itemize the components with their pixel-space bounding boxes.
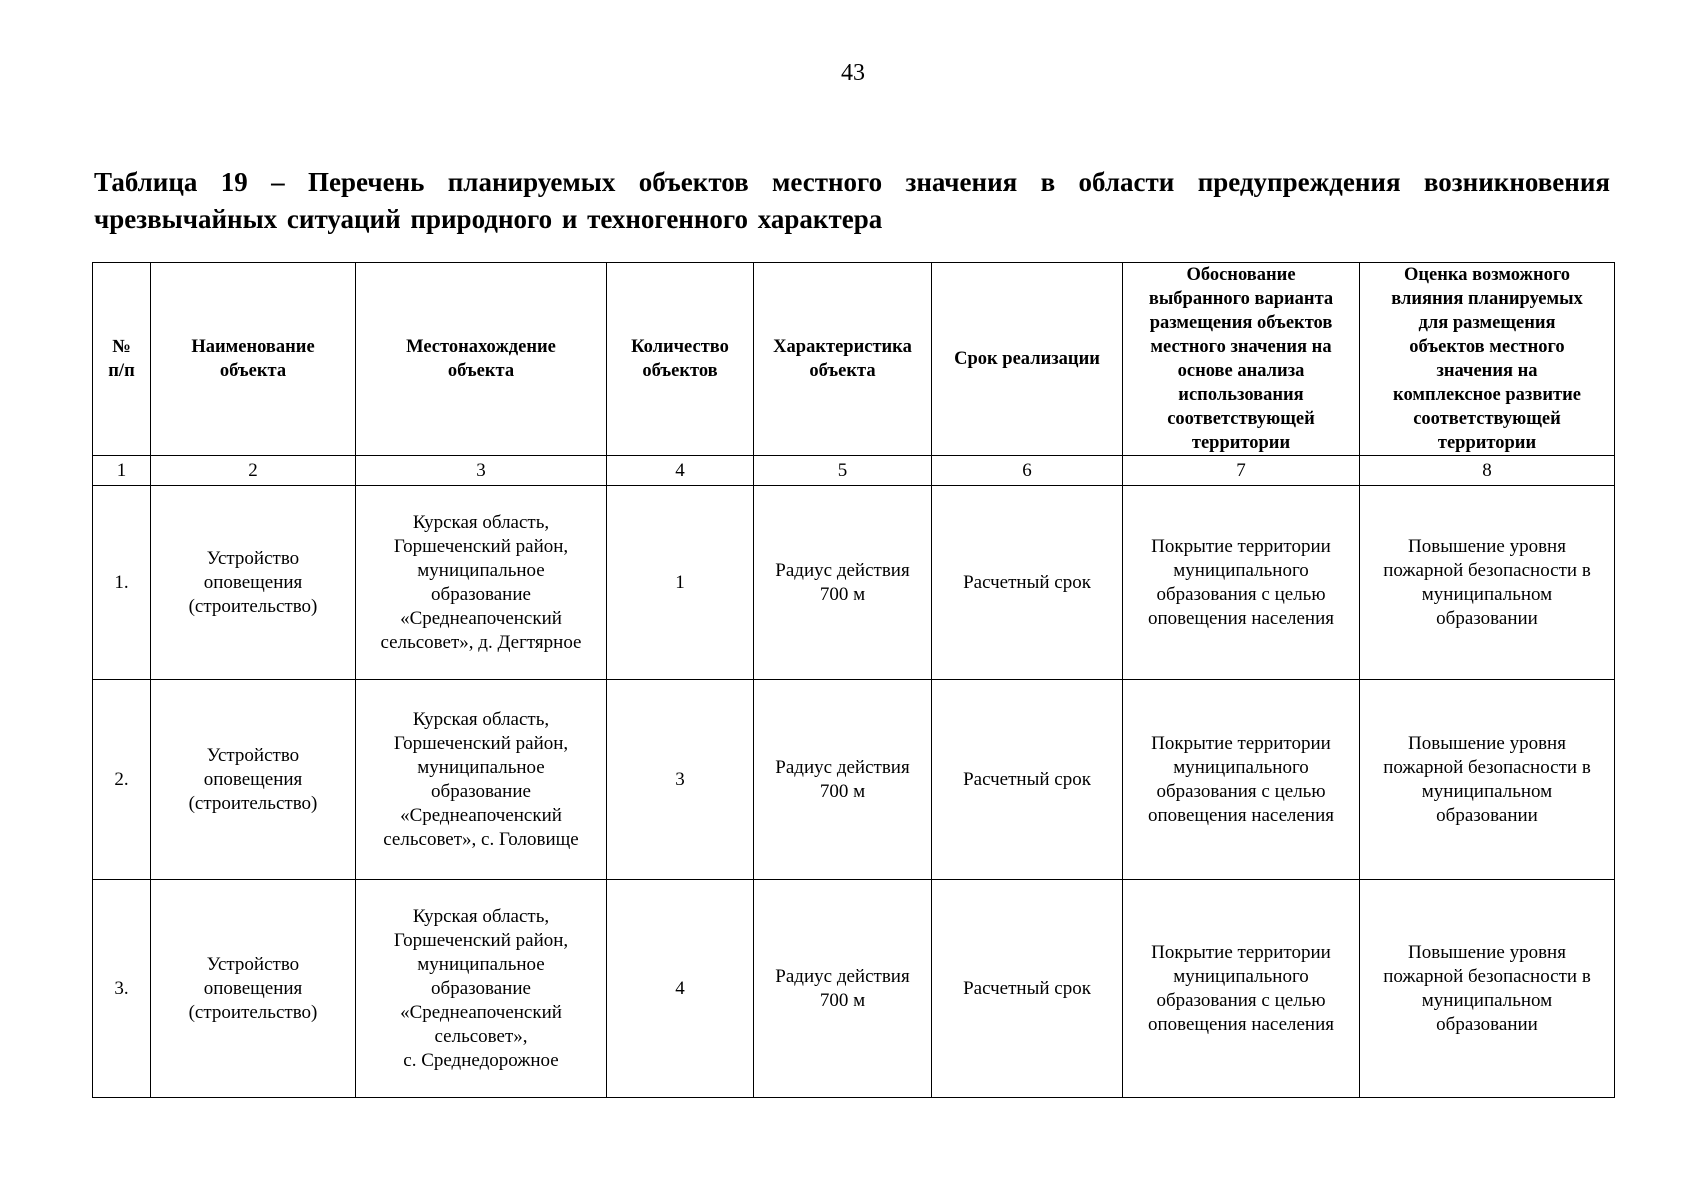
header-term: Срок реализации bbox=[932, 263, 1123, 456]
cell-location: Курская область, Горшеченский район, муниципальное образование «Среднеапоченский сельсовет», д. Дегтярное bbox=[356, 486, 607, 680]
cell-location: Курская область, Горшеченский район, муниципальное образование «Среднеапоченский сельсовет», с. Среднедорожное bbox=[356, 880, 607, 1098]
cell-impact: Повышение уровня пожарной безопасности в муниципальном образовании bbox=[1360, 680, 1615, 880]
cell-name: Устройство оповещения (строительство) bbox=[151, 680, 356, 880]
page-number: 43 bbox=[841, 60, 865, 86]
cell-num: 1. bbox=[93, 486, 151, 680]
cell-term: Расчетный срок bbox=[932, 486, 1123, 680]
cell-quantity: 4 bbox=[607, 880, 754, 1098]
column-number: 4 bbox=[607, 456, 754, 486]
cell-justification: Покрытие территории муниципального образования с целью оповещения населения bbox=[1123, 486, 1360, 680]
column-numbers-row bbox=[93, 456, 1615, 486]
cell-characteristic: Радиус действия 700 м bbox=[754, 486, 932, 680]
column-number: 7 bbox=[1123, 456, 1360, 486]
header-num: № п/п bbox=[93, 263, 151, 456]
column-number: 2 bbox=[151, 456, 356, 486]
cell-location: Курская область, Горшеченский район, муниципальное образование «Среднеапоченский сельсовет», с. Головище bbox=[356, 680, 607, 880]
header-characteristic: Характеристика объекта bbox=[754, 263, 932, 456]
cell-justification: Покрытие территории муниципального образования с целью оповещения населения bbox=[1123, 880, 1360, 1098]
header-row bbox=[93, 263, 1615, 456]
column-number: 5 bbox=[754, 456, 932, 486]
header-impact: Оценка возможного влияния планируемых для размещения объектов местного значения на комплексное развитие соответствующей территории bbox=[1360, 263, 1615, 456]
table-row bbox=[93, 680, 1615, 880]
header-name: Наименование объекта bbox=[151, 263, 356, 456]
header-quantity: Количество объектов bbox=[607, 263, 754, 456]
cell-term: Расчетный срок bbox=[932, 880, 1123, 1098]
cell-impact: Повышение уровня пожарной безопасности в муниципальном образовании bbox=[1360, 880, 1615, 1098]
cell-num: 3. bbox=[93, 880, 151, 1098]
cell-num: 2. bbox=[93, 680, 151, 880]
cell-name: Устройство оповещения (строительство) bbox=[151, 880, 356, 1098]
cell-justification: Покрытие территории муниципального образования с целью оповещения населения bbox=[1123, 680, 1360, 880]
cell-term: Расчетный срок bbox=[932, 680, 1123, 880]
cell-name: Устройство оповещения (строительство) bbox=[151, 486, 356, 680]
cell-characteristic: Радиус действия 700 м bbox=[754, 880, 932, 1098]
column-number: 3 bbox=[356, 456, 607, 486]
column-number: 6 bbox=[932, 456, 1123, 486]
objects-table bbox=[92, 262, 1615, 1098]
column-number: 8 bbox=[1360, 456, 1615, 486]
header-location: Местонахождение объекта bbox=[356, 263, 607, 456]
column-number: 1 bbox=[93, 456, 151, 486]
header-justification: Обоснование выбранного варианта размещения объектов местного значения на основе анализа использования соответствующей территории bbox=[1123, 263, 1360, 456]
cell-quantity: 1 bbox=[607, 486, 754, 680]
table-title: Таблица 19 – Перечень планируемых объектов местного значения в области предупреждения возникновения чрезвычайных ситуаций природного и техногенного характера bbox=[94, 167, 1610, 234]
cell-quantity: 3 bbox=[607, 680, 754, 880]
cell-impact: Повышение уровня пожарной безопасности в муниципальном образовании bbox=[1360, 486, 1615, 680]
cell-characteristic: Радиус действия 700 м bbox=[754, 680, 932, 880]
table-row bbox=[93, 880, 1615, 1098]
table-row bbox=[93, 486, 1615, 680]
